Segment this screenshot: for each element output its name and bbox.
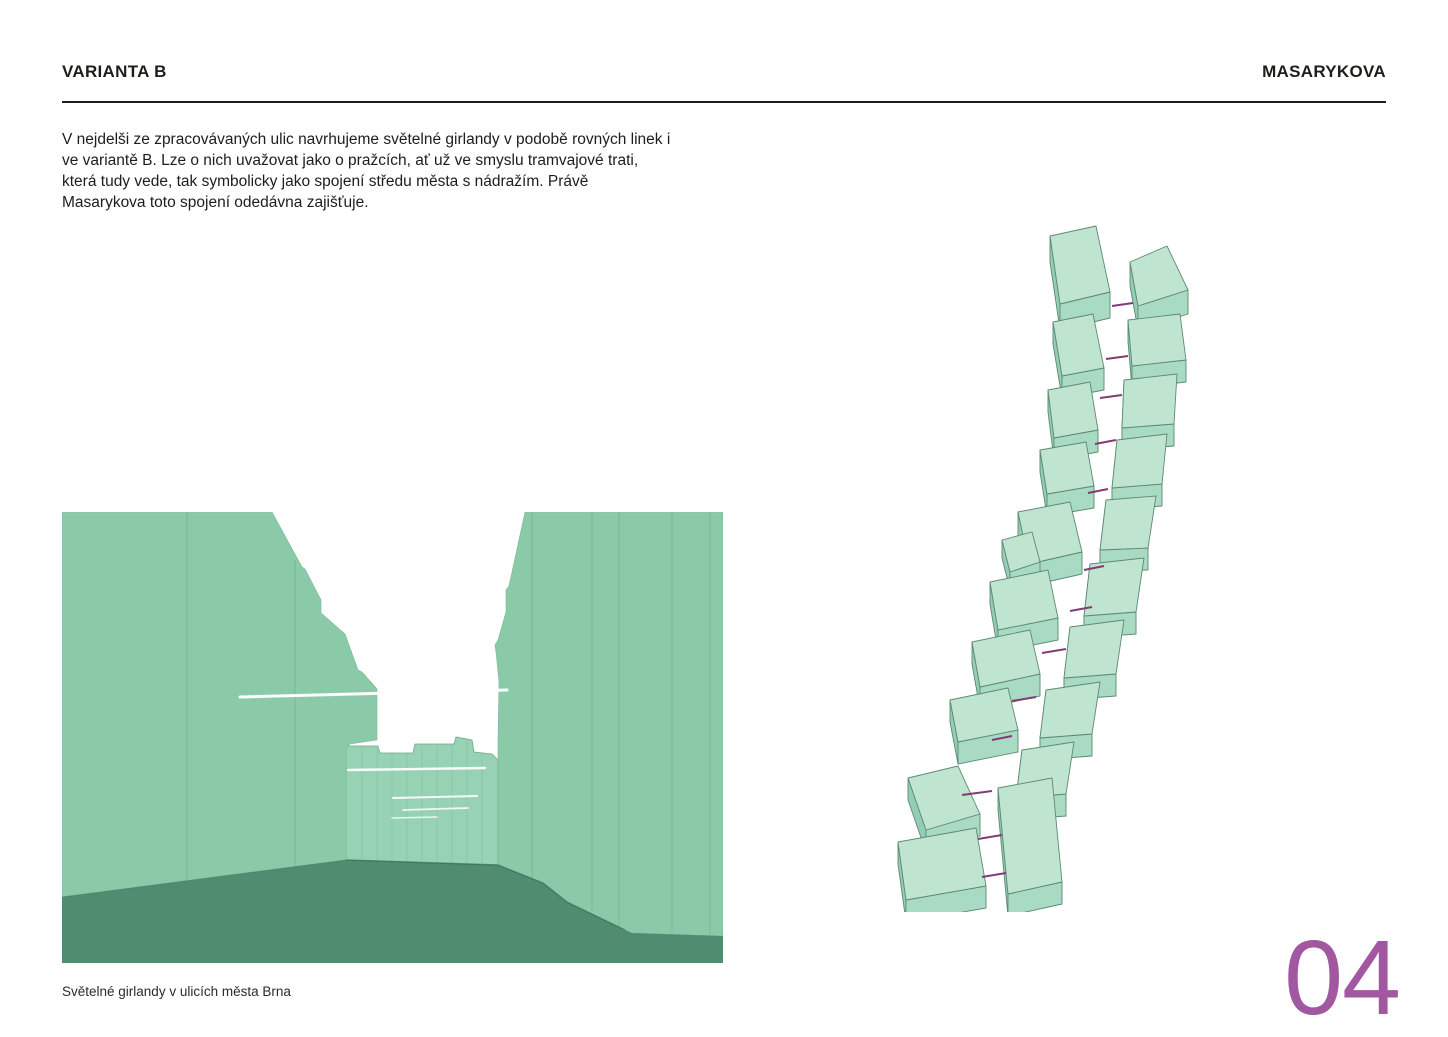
garland-connector-line	[982, 873, 1006, 877]
page-title-variant: VARIANTA B	[62, 62, 167, 81]
header-divider	[62, 101, 1386, 103]
page-number: 04	[1284, 919, 1400, 1037]
garland-connector-line	[1100, 395, 1122, 398]
garland-connector-line	[1106, 356, 1128, 359]
right-wall	[495, 512, 723, 936]
garland-connector-line	[978, 835, 1002, 839]
street-render-figure	[62, 512, 723, 963]
garland-connector-line	[1042, 649, 1066, 653]
axon-map-figure	[890, 222, 1190, 912]
page-title-street: MASARYKOVA	[1262, 62, 1386, 81]
axon-map-svg	[890, 222, 1190, 912]
garland-connector-line	[1112, 303, 1133, 306]
city-blocks	[898, 226, 1188, 912]
street-render-svg	[62, 512, 723, 963]
intro-paragraph: V nejdelši ze zpracovávaných ulic navrhujeme světelné girlandy v podobě rovných linek i ve variantě B. Lze o nich uvažovat jako o pražcích, ať už ve smyslu tramvajové trati, která tudy vede, tak symbolicky jako spojení středu města s nádražím. Právě Masarykova toto spojení odedávna zajišťuje.	[62, 131, 671, 211]
street-render-caption: Světelné girlandy v ulicích města Brna	[62, 984, 291, 999]
